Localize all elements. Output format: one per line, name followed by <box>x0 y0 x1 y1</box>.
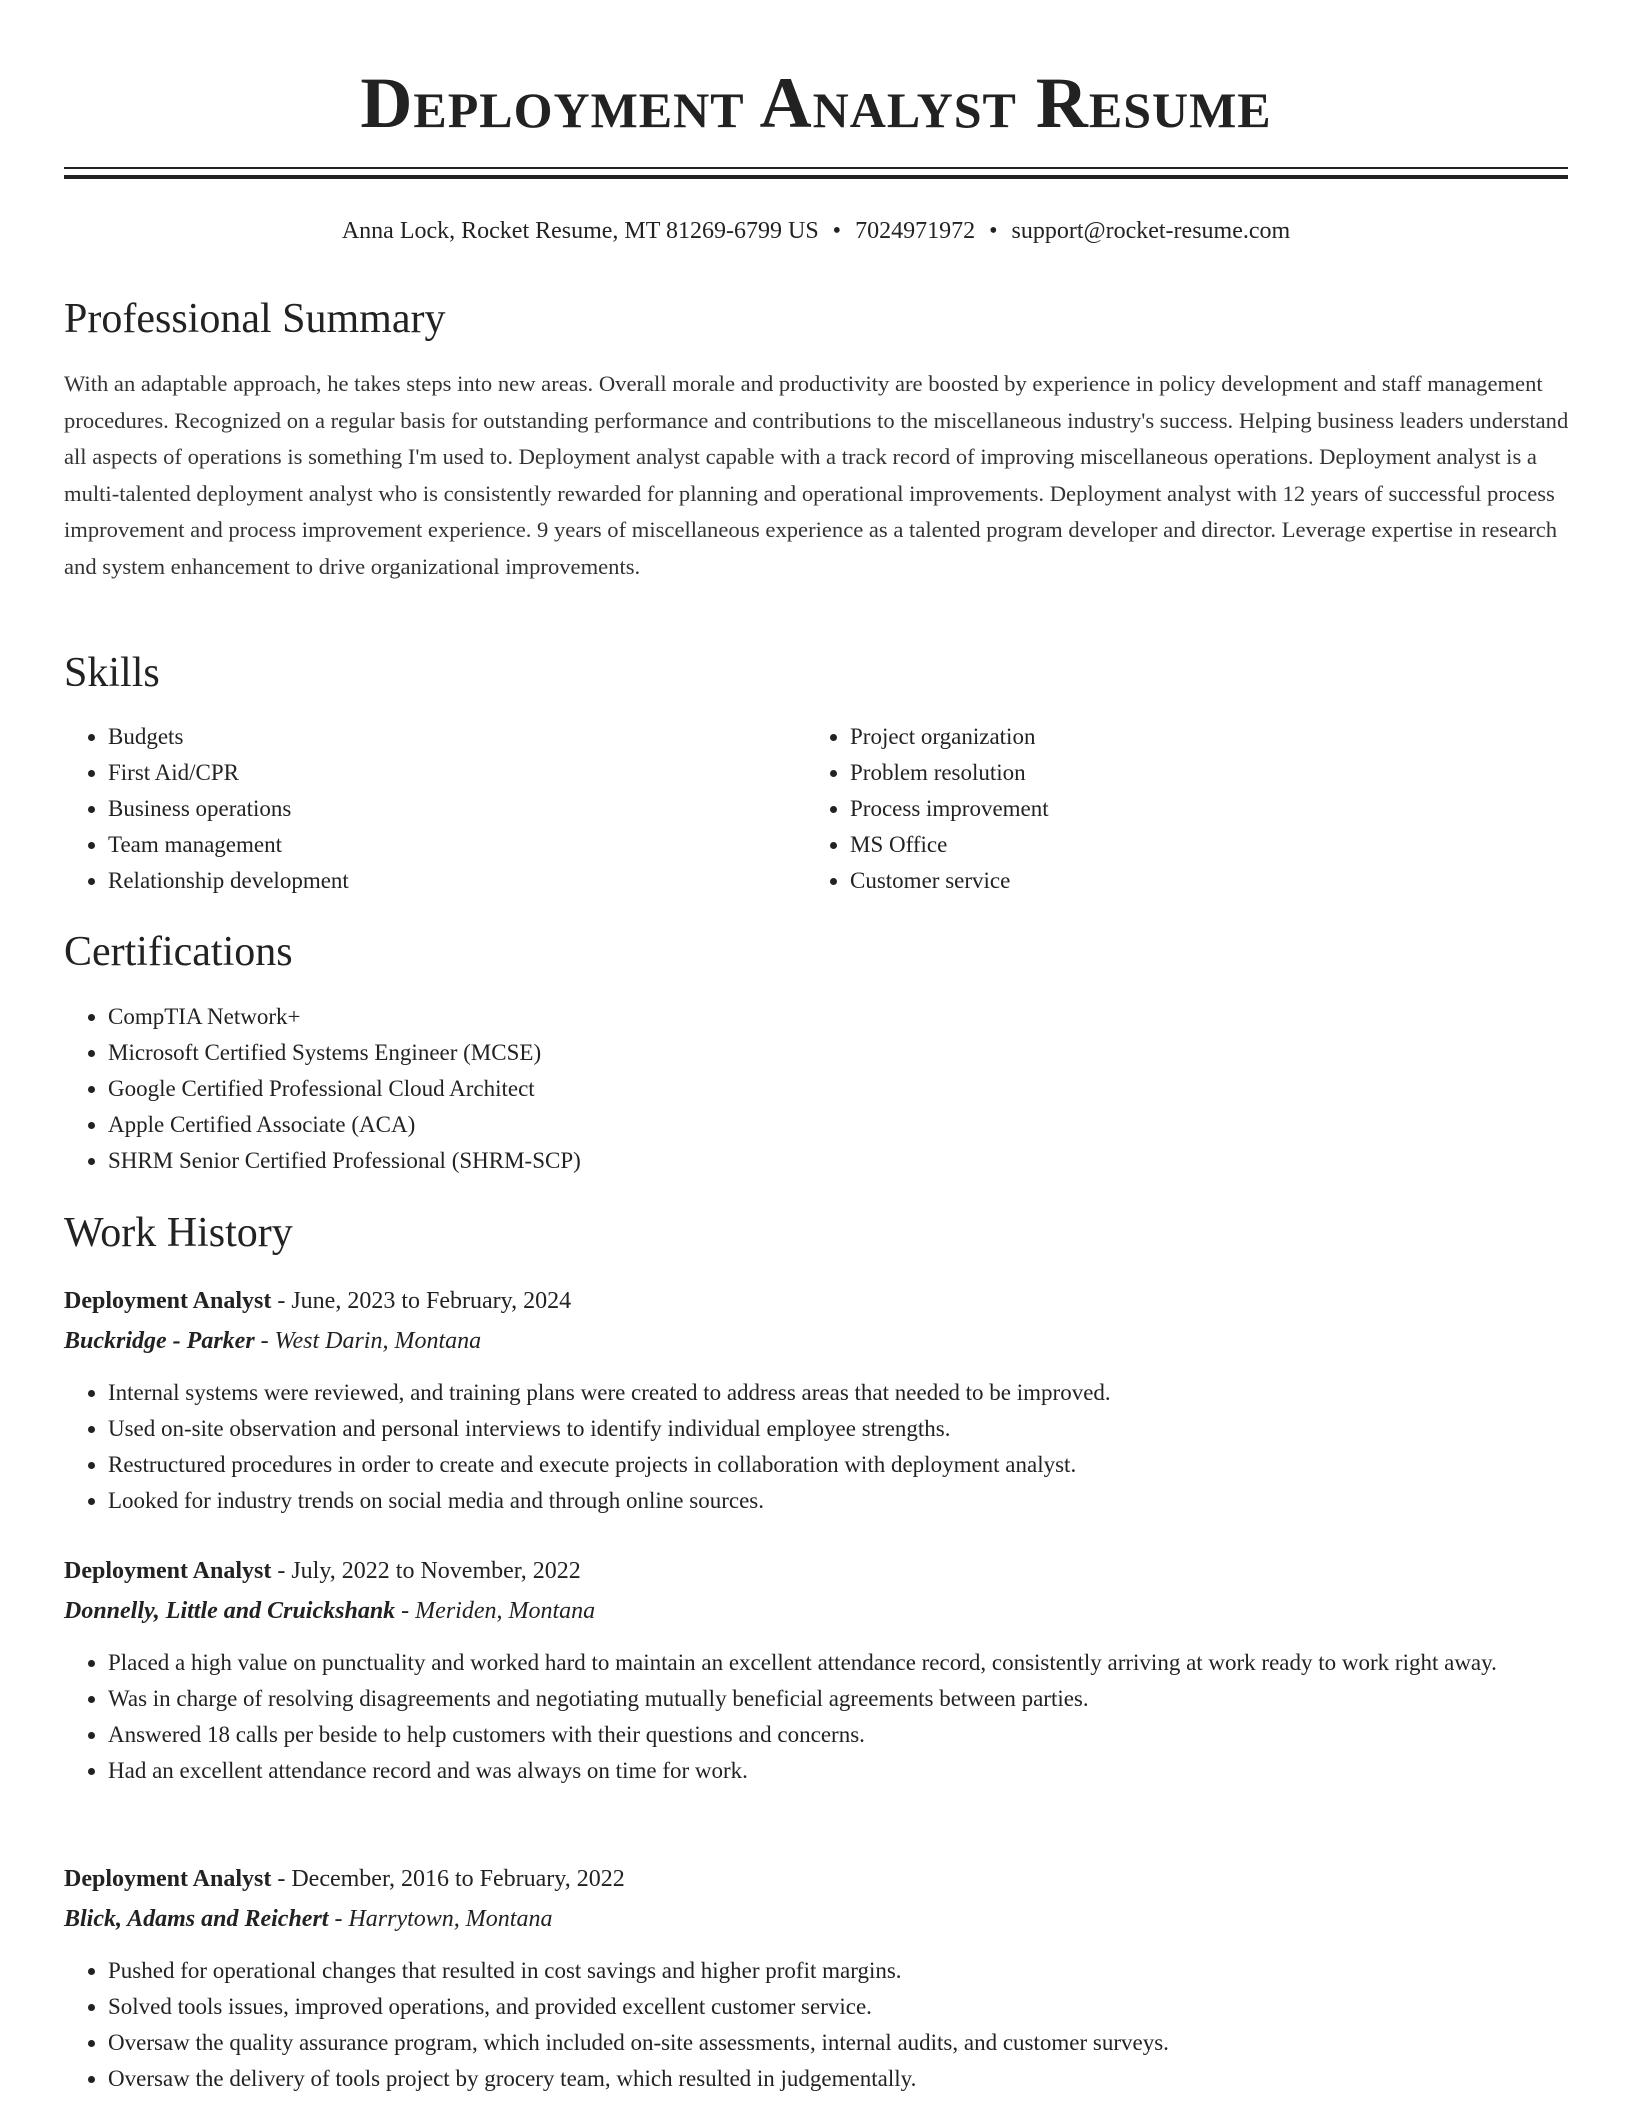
contact-email: support@rocket-resume.com <box>1011 218 1291 244</box>
job-duty-item: • Answered 18 calls per beside to help customers with their questions and concerns. <box>108 1717 1572 1753</box>
skill-item: • Process improvement <box>850 791 1550 827</box>
job-title: Deployment Analyst <box>64 1288 272 1314</box>
job-company-line <box>64 1323 481 1359</box>
job-duties-list <box>64 1645 1572 1789</box>
job-company: Blick, Adams and Reichert <box>64 1906 329 1932</box>
job-duty-item: • Internal systems were reviewed, and training plans were created to address areas that needed to be improved. <box>108 1375 1572 1411</box>
job-duty-item: • Oversaw the quality assurance program, which included on-site assessments, internal audits, and customer surveys. <box>108 2025 1572 2061</box>
job-duty-item: • Oversaw the delivery of tools project by grocery team, which resulted in judgementally. <box>108 2061 1572 2097</box>
job-duty-item: • Placed a high value on punctuality and worked hard to maintain an excellent attendance record, consistently arriving at work ready to work right away. <box>108 1645 1572 1681</box>
job-duties-list <box>64 1953 1572 2097</box>
job-title: Deployment Analyst <box>64 1866 272 1892</box>
skill-item: • Budgets <box>108 719 808 755</box>
job-dates: December, 2016 to February, 2022 <box>291 1866 625 1892</box>
job-dash: - <box>395 1598 416 1624</box>
contact-separator: • <box>832 218 842 244</box>
skills-list-left <box>64 719 808 899</box>
job-duty-item: • Had an excellent attendance record and was always on time for work. <box>108 1753 1572 1789</box>
job-location: West Darin, Montana <box>274 1328 482 1354</box>
certifications-heading: Certifications <box>64 929 293 975</box>
certification-item: • Apple Certified Associate (ACA) <box>108 1107 1572 1143</box>
skill-item: • First Aid/CPR <box>108 755 808 791</box>
certification-item: • SHRM Senior Certified Professional (SHRM-SCP) <box>108 1143 1572 1179</box>
contact-phone: 7024971972 <box>855 218 976 244</box>
job-duty-item: • Restructured procedures in order to create and execute projects in collaboration with deployment analyst. <box>108 1447 1572 1483</box>
skill-item: • MS Office <box>850 827 1550 863</box>
contact-separator: • <box>989 218 998 244</box>
certification-item: • Google Certified Professional Cloud Architect <box>108 1071 1572 1107</box>
job-dash: - <box>271 1288 292 1314</box>
contact-address: Anna Lock, Rocket Resume, MT 81269-6799 US <box>341 218 819 244</box>
job-company: Donnelly, Little and Cruickshank <box>64 1598 396 1624</box>
certification-item: • CompTIA Network+ <box>108 999 1572 1035</box>
skill-item: • Project organization <box>850 719 1550 755</box>
skills-list-right <box>806 719 1550 899</box>
job-company: Buckridge - Parker <box>64 1328 255 1354</box>
summary-text: With an adaptable approach, he takes steps into new areas. Overall morale and productivity are boosted by experience in policy development and staff management procedures. Recognized on a regular basis for outstanding performance and contributions to the miscellaneous industry's success. Helping business leaders understand all aspects of operations is something I'm used to. Deployment analyst capable with a track record of improving miscellaneous operations. Deployment analyst is a multi-talented deployment analyst who is consistently rewarded for planning and operational improvements. Deployment analyst with 12 years of successful process improvement and process improvement experience. 9 years of miscellaneous experience as a talented program developer and director. Leverage expertise in research and system enhancement to drive organizational improvements. <box>64 371 1569 579</box>
job-dates: June, 2023 to February, 2024 <box>291 1288 572 1314</box>
resume-title: Deployment Analyst Resume <box>360 63 1272 143</box>
job-title: Deployment Analyst <box>64 1558 272 1584</box>
skill-item: • Problem resolution <box>850 755 1550 791</box>
job-company-line <box>64 1593 595 1629</box>
job-dash: - <box>254 1328 275 1354</box>
contact-line <box>0 215 1632 247</box>
job-dash: - <box>271 1866 292 1892</box>
skill-item: • Team management <box>108 827 808 863</box>
work-history-heading: Work History <box>64 1210 293 1256</box>
title-divider-thin <box>64 167 1568 169</box>
job-dash: - <box>328 1906 349 1932</box>
job-duty-item: • Was in charge of resolving disagreements and negotiating mutually beneficial agreements between parties. <box>108 1681 1572 1717</box>
certifications-list <box>64 999 1572 1179</box>
job-dates: July, 2022 to November, 2022 <box>291 1558 581 1584</box>
skill-item: • Customer service <box>850 863 1550 899</box>
job-duty-item: • Used on-site observation and personal interviews to identify individual employee strengths. <box>108 1411 1572 1447</box>
job-duties-list <box>64 1375 1572 1519</box>
job-title-line <box>64 1283 571 1319</box>
job-dash: - <box>271 1558 292 1584</box>
skill-item: • Relationship development <box>108 863 808 899</box>
summary-heading: Professional Summary <box>64 296 446 342</box>
job-duty-item: • Pushed for operational changes that resulted in cost savings and higher profit margins. <box>108 1953 1572 1989</box>
title-divider-thick <box>64 175 1568 179</box>
job-duty-item: • Solved tools issues, improved operations, and provided excellent customer service. <box>108 1989 1572 2025</box>
job-location: Harrytown, Montana <box>348 1906 553 1932</box>
skill-item: • Business operations <box>108 791 808 827</box>
job-location: Meriden, Montana <box>415 1598 596 1624</box>
job-company-line <box>64 1901 552 1937</box>
certification-item: • Microsoft Certified Systems Engineer (MCSE) <box>108 1035 1572 1071</box>
job-title-line <box>64 1553 581 1589</box>
job-title-line <box>64 1861 625 1897</box>
skills-heading: Skills <box>64 650 160 696</box>
job-duty-item: • Looked for industry trends on social media and through online sources. <box>108 1483 1572 1519</box>
